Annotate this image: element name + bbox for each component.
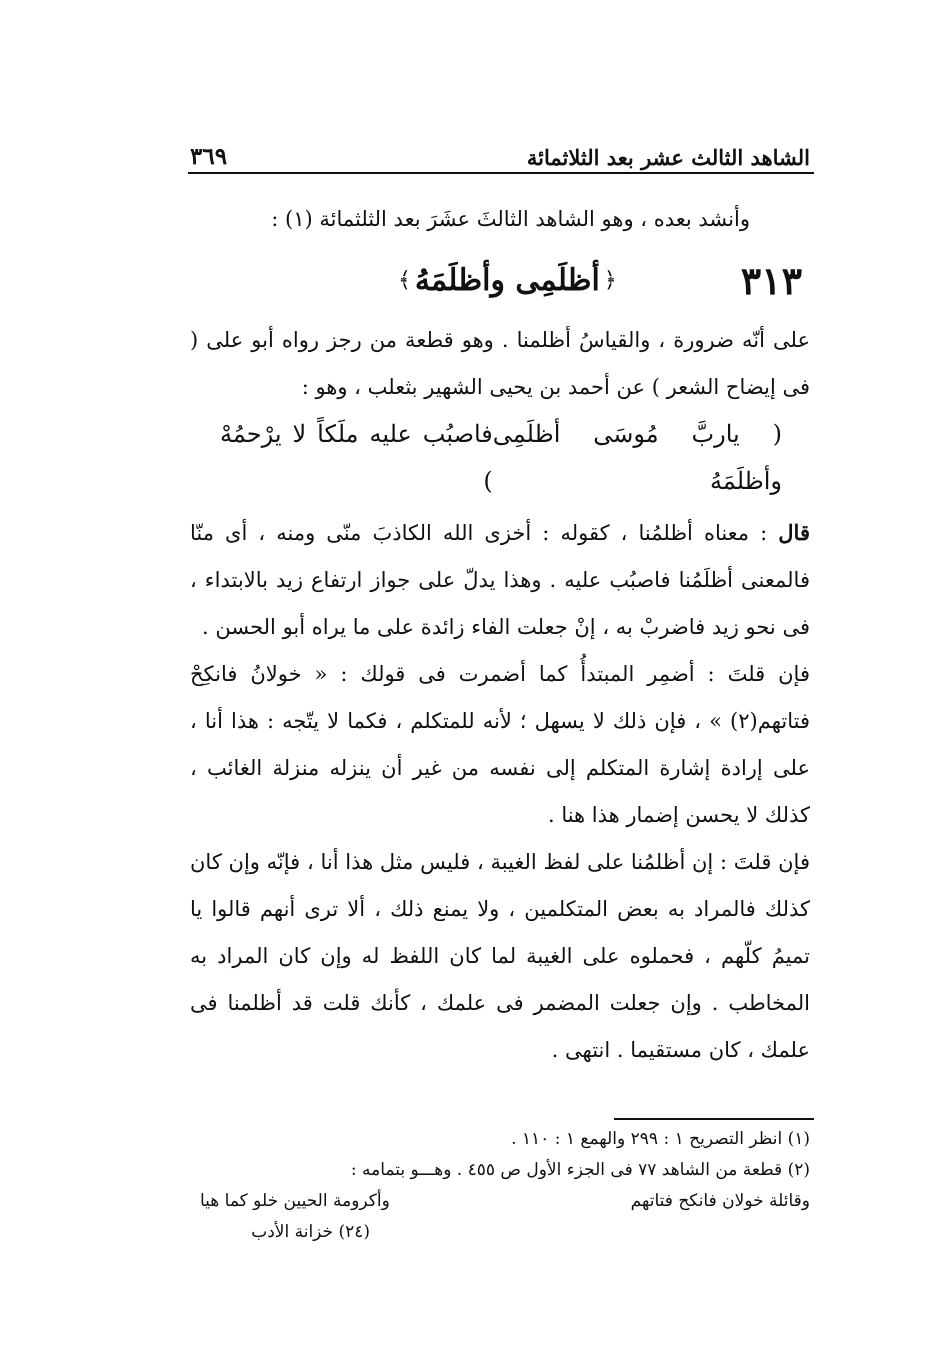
paragraph-1: على أنّه ضرورة ، والقياسُ أظلمنا . وهو قطعة من رجز رواه أبو على ( فى إيضاح الشعر ) عن أحمد بن يحيى الشهير بثعلب ، وهو : [190, 328, 810, 399]
page-number: ٣٦٩ [190, 143, 228, 170]
paragraph-2-lead: قال [778, 520, 810, 545]
running-title: الشاهد الثالث عشر بعد الثلاثمائة [526, 145, 810, 170]
footnotes [190, 1124, 810, 1248]
footnote-1: (١) انظر التصريح ١ : ٢٩٩ والهمع ١ : ١١٠ . [511, 1129, 810, 1149]
paragraph-2-text: : معناه أظلمُنا ، كقوله : أخزى الله الكاذبَ منّى ومنه ، أى منّا فالمعنى أظلَمُنا فاصبُب عليه . وهذا يدلّ على جواز ارتفاع زيد بالابتداء ، فى نحو زيد فاضربْ به ، إنْ جعلت الفاء زائدة على ما يراه أبو الحسن . [190, 521, 810, 639]
entry-verse: أظلَمِى وأظلَمَهُ [414, 262, 600, 298]
footnote-verse-first: وقائلة خولان فانكح فتاتهم [630, 1191, 810, 1211]
main-text [190, 196, 810, 1074]
signature-line: (٢٤) خزانة الأدب [251, 1222, 370, 1242]
entry-number: ٣١٣ [740, 257, 802, 303]
verse-line [190, 411, 810, 505]
page-header [190, 130, 810, 170]
verse-second-hemistich: فاصبُب عليه ملَكاً لا يرْحمُهْ ) [220, 420, 493, 495]
footnote-rule [614, 1118, 814, 1120]
footnote-verse-second: وأكرومة الحيين خلو كما هيا [200, 1191, 390, 1211]
entry-heading [190, 247, 810, 313]
header-rule [188, 172, 814, 174]
paragraph-4: فإن قلتَ : إن أظلمُنا على لفظ الغيبة ، فليس مثل هذا أنا ، فإنّه وإن كان كذلك فالمراد به بعض المتكلمين ، ولا يمنع ذلك ، ألا ترى أنهم قالوا يا تميمُ كلّهم ، فحملوه على الغيبة لما كان اللفظ له وإن كان المراد به المخاطب . وإن جعلت المضمر فى علمك ، كأنك قلت قد أظلمنا فى علمك ، كان مستقيما . انتهى . [190, 850, 810, 1062]
paragraph-2 [190, 509, 810, 651]
footnote-2: (٢) قطعة من الشاهد ٧٧ فى الجزء الأول ص ٤٥٥ . وهـــو بتمامه : [350, 1160, 810, 1180]
verse-first-hemistich: ( ياربَّ مُوسَى أظلَمِى وأظلَمَهُ [492, 420, 782, 495]
ornament-close-icon: ﴾ [397, 267, 411, 293]
ornament-open-icon: ﴿ [603, 267, 617, 293]
intro-line: وأنشد بعده ، وهو الشاهد الثالثَ عشَرَ بعد الثلثمائة (١) : [271, 207, 750, 231]
paragraph-3: فإن قلتَ : أضمِر المبتدأُ كما أضمرت فى قولك : « خولانُ فانكِحْ فتاتهم(٢) » ، فإن ذلك لا يسهل ؛ لأنه للمتكلم ، فكما لا يتّجه : هذا أنا ، على إرادة إشارة المتكلم إلى نفسه من غير أن ينزله منزلة الغائب ، كذلك لا يحسن إضمار هذا هنا . [190, 662, 810, 827]
footnote-verse [190, 1186, 810, 1217]
